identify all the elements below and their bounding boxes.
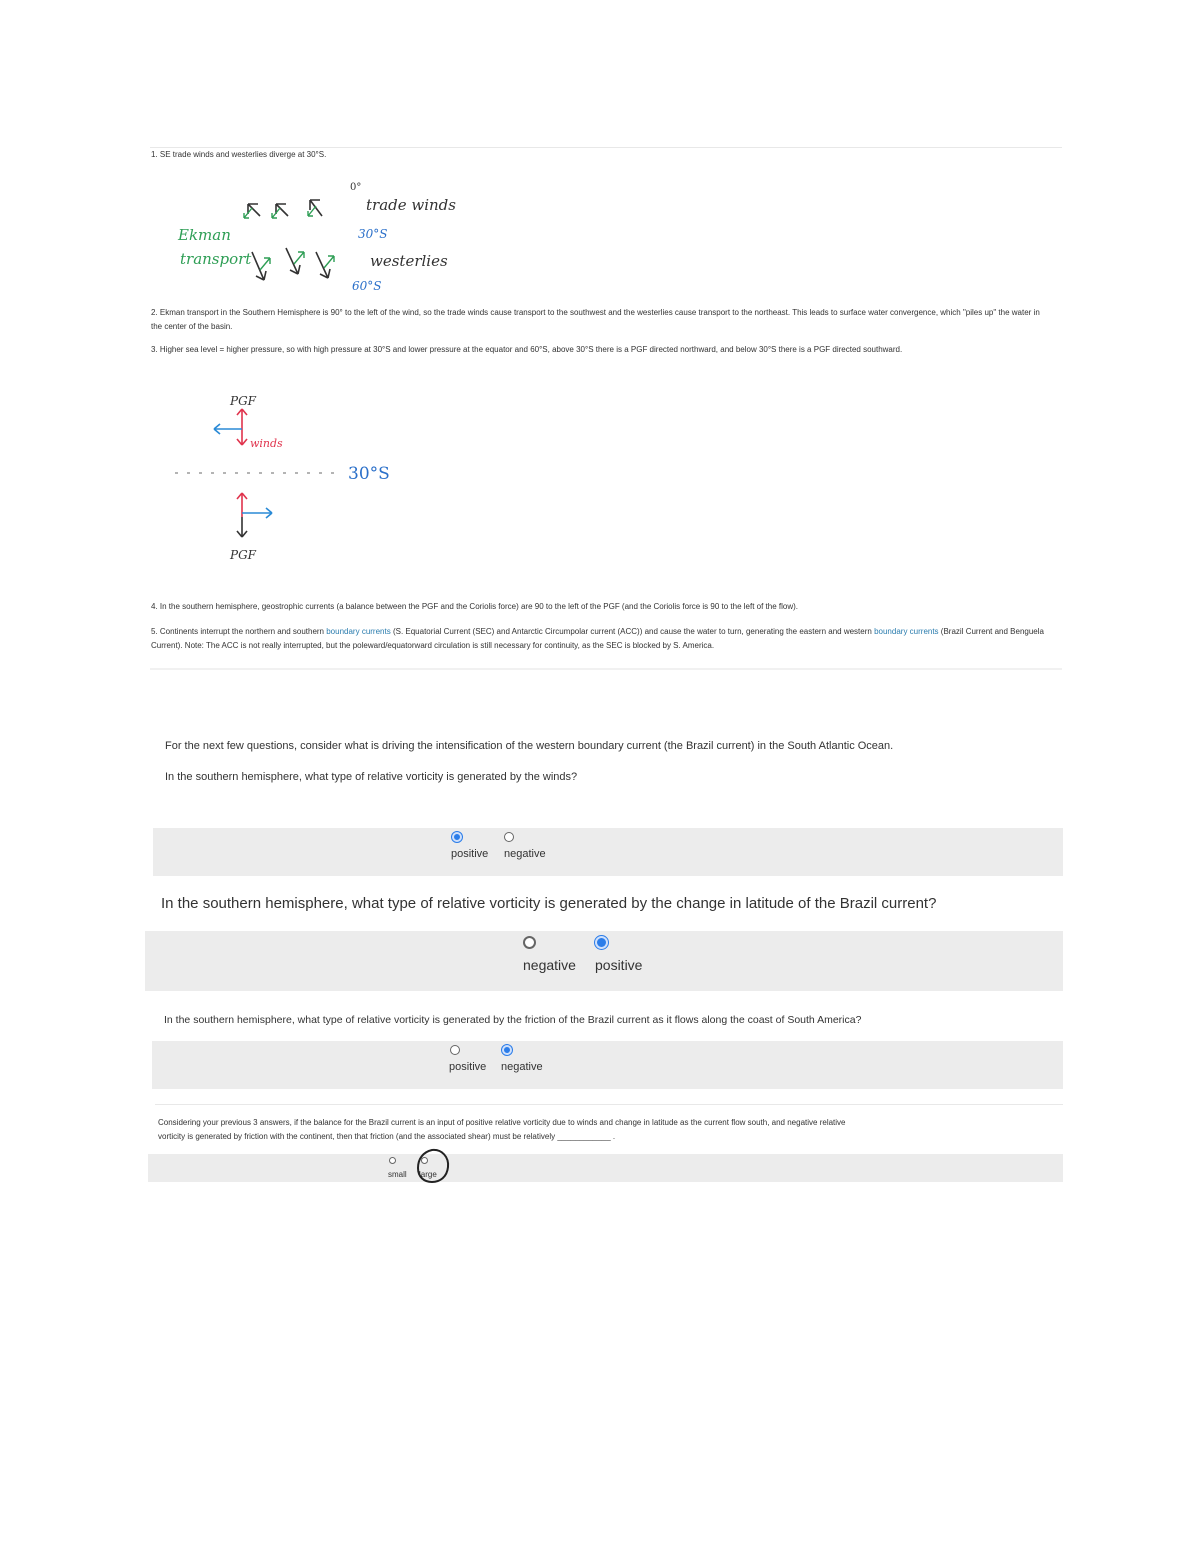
winds-label: winds bbox=[250, 437, 283, 450]
current-arrow-upper bbox=[214, 424, 242, 434]
trade-wind-arrow-3 bbox=[310, 200, 322, 216]
westerly-arrows bbox=[252, 248, 330, 280]
wind-ekman-sketch bbox=[170, 172, 470, 297]
lat-30-big-label: 30°S bbox=[348, 464, 390, 484]
boundary-currents-link-2[interactable]: boundary currents bbox=[874, 627, 939, 636]
paragraph-4: 4. In the southern hemisphere, geostrophic currents (a balance between the PGF and the Coriolis force) are 90 to the left of the PGF (and the Coriolis force is 90 to the left of the flow). bbox=[151, 602, 799, 611]
q1-label-negative: negative bbox=[504, 848, 546, 860]
q3-text: In the southern hemisphere, what type of relative vorticity is generated by the friction of the Brazil current as it flows along the coast of South America? bbox=[164, 1014, 862, 1026]
q1-text: In the southern hemisphere, what type of relative vorticity is generated by the winds? bbox=[165, 771, 578, 783]
paragraph-2: 2. Ekman transport in the Southern Hemisphere is 90° to the left of the wind, so the trade winds cause transport to the southwest and the westerlies cause transport to the northeast. This leads to surface water convergence, which "piles up" the water in the center of the basin. bbox=[151, 308, 1040, 331]
pgf-arrow-upper bbox=[237, 409, 247, 445]
q2-label-negative: negative bbox=[523, 957, 576, 973]
equator-label: 0° bbox=[350, 182, 362, 193]
paragraph-1: 1. SE trade winds and westerlies diverge at 30°S. bbox=[151, 150, 327, 159]
hand-drawn-circle bbox=[412, 1146, 452, 1186]
paragraph-5: 5. Continents interrupt the northern and southern boundary currents (S. Equatorial Current (SEC) and Antarctic Circumpolar current (ACC)) and cause the water to turn, generating the eastern and western boundary currents (Brazil Current and Benguela Current). Note: The ACC is not really interrupted, but the poleward/equatorward circulation is still necessary for continuity, as the SEC is blocked by S. America. bbox=[151, 627, 1044, 650]
pgf-bottom-label: PGF bbox=[230, 548, 256, 562]
q3-radio-negative[interactable] bbox=[502, 1045, 512, 1055]
ekman-label-1: Ekman bbox=[178, 226, 231, 244]
q3-label-positive: positive bbox=[449, 1061, 487, 1073]
q2-radio-positive[interactable] bbox=[595, 936, 608, 949]
pgf-top-label: PGF bbox=[230, 394, 256, 408]
q4-choice-bar bbox=[148, 1154, 1063, 1182]
westerly-arrow-3 bbox=[316, 252, 330, 278]
section-divider bbox=[150, 668, 1062, 670]
q1-radio-negative[interactable] bbox=[504, 832, 514, 842]
paragraph-3: 3. Higher sea level = higher pressure, so with high pressure at 30°S and lower pressure at the equator and 60°S, above 30°S there is a PGF directed northward, and below 30°S there is a PGF directed southward. bbox=[151, 345, 903, 354]
q1-radio-positive[interactable] bbox=[452, 832, 462, 842]
q4-radio-small[interactable] bbox=[389, 1157, 396, 1164]
q4-divider bbox=[155, 1104, 1063, 1105]
trade-winds-label: trade winds bbox=[366, 196, 456, 214]
q1-label-positive: positive bbox=[451, 848, 489, 860]
lat-60-label: 60°S bbox=[352, 279, 382, 293]
q3-radio-positive[interactable] bbox=[450, 1045, 460, 1055]
q2-radio-negative[interactable] bbox=[523, 936, 536, 949]
quiz-intro: For the next few questions, consider what is driving the intensification of the western boundary current (the Brazil current) in the South Atlantic Ocean. bbox=[165, 740, 894, 752]
pgf-arrow-lower bbox=[237, 517, 247, 537]
q4-text: Considering your previous 3 answers, if the balance for the Brazil current is an input of positive relative vorticity due to winds and change in latitude as the current flow south, and negative relative vorticity is generated by friction with the continent, then that friction (and the associated shear) must be relatively ____________ . bbox=[158, 1118, 846, 1141]
westerlies-label: westerlies bbox=[370, 252, 448, 270]
q2-label-positive: positive bbox=[595, 957, 643, 973]
boundary-currents-link-1[interactable]: boundary currents bbox=[326, 627, 391, 636]
trade-wind-arrows bbox=[248, 200, 322, 216]
ekman-label-2: transport bbox=[180, 250, 252, 268]
q3-label-negative: negative bbox=[501, 1061, 543, 1073]
q2-choice-bar bbox=[145, 931, 1063, 991]
q2-text: In the southern hemisphere, what type of relative vorticity is generated by the change in latitude of the Brazil current? bbox=[161, 895, 937, 912]
current-arrow-lower bbox=[242, 508, 272, 518]
q4-label-small: small bbox=[388, 1170, 407, 1179]
lat-30-label: 30°S bbox=[358, 227, 388, 241]
q4-label-large: large bbox=[419, 1170, 437, 1179]
q3-choice-bar bbox=[152, 1041, 1063, 1089]
pgf-coriolis-sketch bbox=[170, 385, 430, 570]
q1-choice-bar bbox=[153, 828, 1063, 876]
westerly-arrow-2 bbox=[286, 248, 300, 274]
